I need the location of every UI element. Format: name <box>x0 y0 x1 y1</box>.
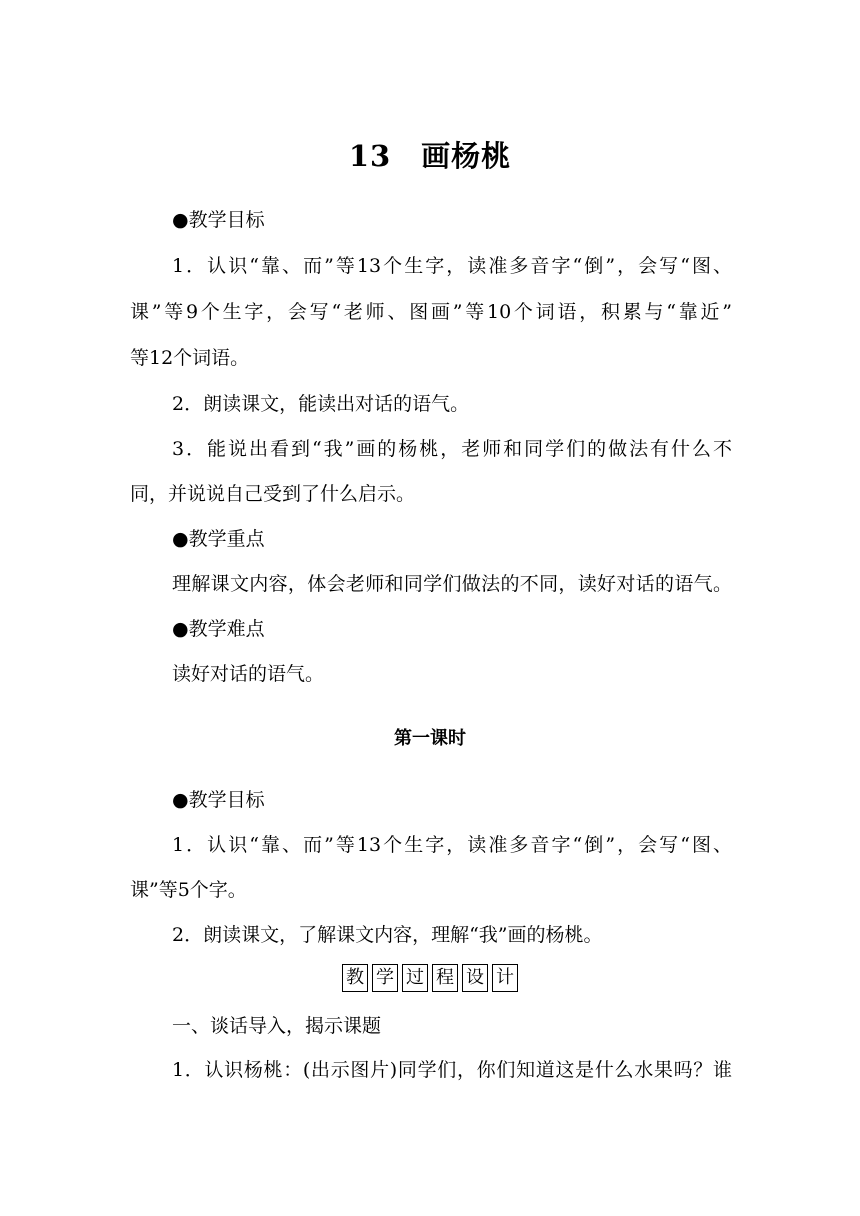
section-title: 第一课时 <box>394 728 466 749</box>
goal-1-line-3: 等12个词语。 <box>130 347 250 369</box>
heading-char-box: 学 <box>372 964 398 992</box>
teaching-goals-heading: ●教学目标 <box>172 209 265 231</box>
teaching-process-design-heading <box>0 964 860 992</box>
goal-3-line-1: 3．能说出看到“我”画的杨桃，老师和同学们的做法有什么不 <box>172 438 732 460</box>
heading-char-box: 计 <box>492 964 518 992</box>
key-points-text: 理解课文内容，体会老师和同学们做法的不同，读好对话的语气。 <box>172 573 732 595</box>
step-1-item-1: 1．认识杨桃：(出示图片)同学们，你们知道这是什么水果吗？谁 <box>172 1059 732 1081</box>
heading-char-box: 过 <box>402 964 428 992</box>
heading-char-box: 设 <box>462 964 488 992</box>
lesson-goal-1-line-2: 课”等5个字。 <box>130 879 247 901</box>
goal-2: 2．朗读课文，能读出对话的语气。 <box>172 393 470 415</box>
goal-3-line-2: 同，并说说自己受到了什么启示。 <box>130 483 416 505</box>
lesson-goal-2: 2．朗读课文，了解课文内容，理解“我”画的杨桃。 <box>172 924 603 946</box>
difficulties-text: 读好对话的语气。 <box>172 663 325 685</box>
goal-1-line-2: 课”等9个生字，会写“老师、图画”等10个词语，积累与“靠近” <box>130 301 732 323</box>
lesson-title: 13 画杨桃 <box>348 139 512 173</box>
step-1-heading: 一、谈话导入，揭示课题 <box>172 1015 382 1037</box>
lesson-goal-1-line-1: 1．认识“靠、而”等13个生字，读准多音字“倒”，会写“图、 <box>172 834 732 856</box>
key-points-heading: ●教学重点 <box>172 528 265 550</box>
goal-1-line-1: 1．认识“靠、而”等13个生字，读准多音字“倒”，会写“图、 <box>172 255 732 277</box>
difficulties-heading: ●教学难点 <box>172 618 265 640</box>
lesson-goals-heading: ●教学目标 <box>172 789 265 811</box>
heading-char-box: 程 <box>432 964 458 992</box>
heading-char-box: 教 <box>342 964 368 992</box>
